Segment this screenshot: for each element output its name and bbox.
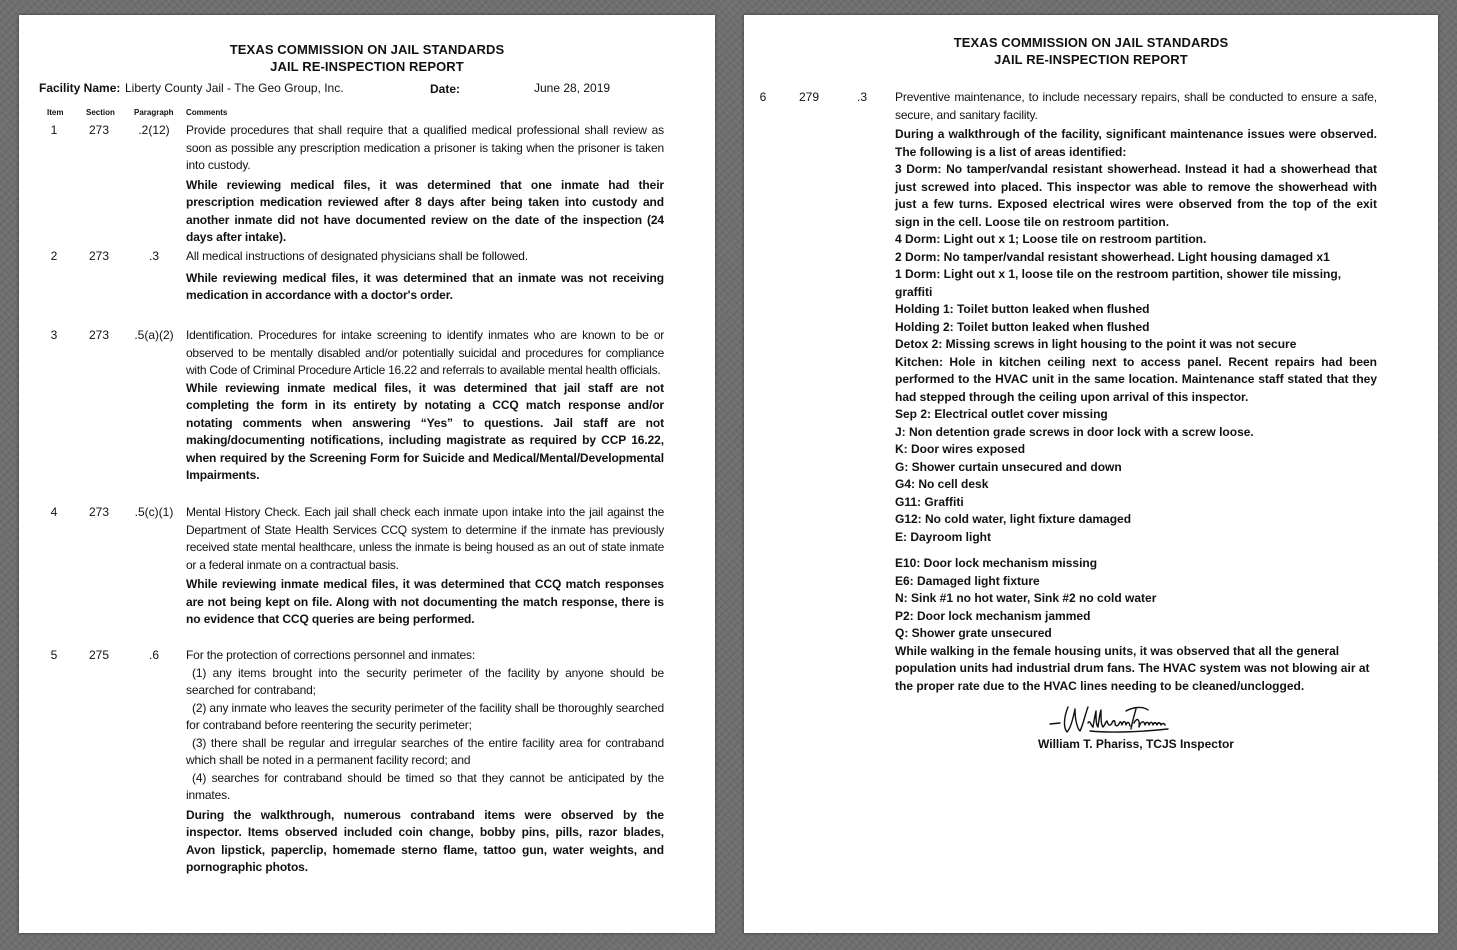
- column-header-comments: Comments: [186, 108, 228, 117]
- finding-text: During the walkthrough, numerous contraband items were observed by the inspector. Items observed included coin change, bobby pins, pills, razor blades, Avon lipstick, paperclip, homemade sterno flame, tattoo gun, water weights, and pornographic photos.: [186, 807, 664, 874]
- item-number: 6: [759, 90, 767, 104]
- facility-name-value: Liberty County Jail - The Geo Group, Inc.: [125, 81, 344, 95]
- item-section: 273: [88, 328, 110, 342]
- finding-text: While reviewing inmate medical files, it was determined that jail staff are not completing the form in its entirety by notating a CCQ match response and/or notating comments when answering “Yes” to questions. Jail staff are not making/documenting notifications, including magistrate as required by CCP 16.22, when required by the Screening Form for Suicide and Medical/Mental/Developmental Impairments.: [186, 380, 664, 482]
- column-header-item: Item: [47, 108, 64, 117]
- facility-name-label: Facility Name:: [39, 81, 121, 95]
- item-comments: [186, 248, 664, 305]
- area-item: Q: Shower grate unsecured: [895, 626, 1052, 640]
- area-item: G12: No cold water, light fixture damaged: [895, 512, 1132, 526]
- column-header-section: Section: [86, 108, 115, 117]
- report-page-2: [744, 15, 1438, 933]
- requirement-clause-3: (3) there shall be regular and irregular searches of the entire facility area for contraband which shall be noted in a permanent facility record; and: [186, 735, 664, 767]
- item-section: 275: [88, 648, 110, 662]
- area-item: E6: Damaged light fixture: [895, 573, 1040, 588]
- item-comments: [186, 327, 664, 485]
- item-comments: [186, 647, 664, 877]
- finding-text: While reviewing medical files, it was determined that one inmate had their prescription medication reviewed after 8 days after being taken into custody and another inmate did not have documented review on the date of the inspection (24 days after intake).: [186, 177, 664, 244]
- area-item: Detox 2: Missing screws in light housing to the point it was not secure: [895, 337, 1297, 351]
- requirement-text: Identification. Procedures for intake screening to identify inmates who are known to be or observed to be mentally disabled and/or potentially suicidal and procedures for compliance with Code of Criminal Procedure Article 16.22 and referrals to available mental health officials.: [186, 328, 664, 377]
- area-item: Sep 2: Electrical outlet cover missing: [895, 407, 1108, 421]
- item-paragraph: .5(c)(1): [134, 505, 174, 519]
- area-item: G4: No cell desk: [895, 477, 989, 491]
- area-item: Holding 2: Toilet button leaked when flushed: [895, 319, 1150, 334]
- inspector-name: William T. Phariss, TCJS Inspector: [1038, 737, 1234, 751]
- item-section: 273: [88, 249, 110, 263]
- requirement-clause-1: (1) any items brought into the security perimeter of the facility by anyone should be searched for contraband;: [186, 665, 664, 697]
- item-paragraph: .3: [856, 90, 867, 104]
- item-section: 273: [88, 123, 110, 137]
- area-item: 2 Dorm: No tamper/vandal resistant showerhead. Light housing damaged x1: [895, 249, 1330, 264]
- area-item: Kitchen: Hole in kitchen ceiling next to access panel. Recent repairs had been performed to the HVAC unit in the same location. Maintenance staff stated that they had stepped through the ceiling upon arrival of this inspector.: [895, 354, 1377, 404]
- finding-text: While reviewing inmate medical files, it was determined that CCQ match responses are not being kept on file. Along with not documenting the match response, there is no evidence that CCQ queries are being performed.: [186, 577, 664, 626]
- item-comments: [186, 504, 664, 629]
- report-title: TEXAS COMMISSION ON JAIL STANDARDS: [953, 35, 1229, 50]
- requirement-clause-4: (4) searches for contraband should be timed so that they cannot be anticipated by the inmates.: [186, 770, 664, 802]
- item-section: 273: [88, 505, 110, 519]
- requirement-clause-2: (2) any inmate who leaves the security perimeter of the facility shall be thoroughly searched for contraband before reentering the security perimeter;: [186, 700, 664, 732]
- item-paragraph: .2(12): [138, 123, 170, 137]
- report-title: TEXAS COMMISSION ON JAIL STANDARDS: [229, 42, 505, 57]
- item-number: 2: [50, 249, 58, 263]
- item-number: 4: [50, 505, 58, 519]
- area-item: E: Dayroom light: [895, 529, 992, 544]
- column-header-paragraph: Paragraph: [134, 108, 174, 117]
- item-comments: [895, 89, 1377, 695]
- item-number: 3: [50, 328, 58, 342]
- report-subtitle: JAIL RE-INSPECTION REPORT: [270, 59, 464, 74]
- report-page-1: [19, 15, 715, 933]
- area-item: J: Non detention grade screws in door lock with a screw loose.: [895, 424, 1254, 439]
- item-number: 5: [50, 648, 58, 662]
- item-paragraph: .3: [148, 249, 159, 263]
- area-item: 1 Dorm: Light out x 1, loose tile on the restroom partition, shower tile missing, graffiti: [895, 267, 1342, 299]
- item-section: 279: [798, 90, 820, 104]
- area-item: G: Shower curtain unsecured and down: [895, 459, 1122, 474]
- finding-intro: During a walkthrough of the facility, significant maintenance issues were observed. The following is a list of areas identified:: [895, 127, 1377, 159]
- closing-observation: While walking in the female housing units, it was observed that all the general population units had industrial drum fans. The HVAC system was not blowing air at the proper rate due to the HVAC lines needing to be cleaned/unclogged.: [895, 643, 1370, 693]
- area-item: Holding 1: Toilet button leaked when flushed: [895, 302, 1150, 316]
- item-paragraph: .5(a)(2): [134, 328, 174, 342]
- area-item: P2: Door lock mechanism jammed: [895, 608, 1091, 623]
- item-comments: [186, 122, 664, 247]
- inspector-signature: [1030, 701, 1180, 737]
- requirement-text: All medical instructions of designated physicians shall be followed.: [186, 249, 528, 263]
- area-item: K: Door wires exposed: [895, 442, 1026, 456]
- finding-list: [895, 126, 1377, 695]
- finding-text: While reviewing medical files, it was determined that an inmate was not receiving medication in accordance with a doctor's order.: [186, 270, 664, 302]
- area-item: 3 Dorm: No tamper/vandal resistant showerhead. Instead it had a showerhead that just screwed into placed. This inspector was able to remove the showerhead with just a few turns. Exposed electrical wires were observed from the top of the exit sign in the cell. Loose tile on restroom partition.: [895, 162, 1377, 229]
- area-item: E10: Door lock mechanism missing: [895, 556, 1098, 570]
- area-item: 4 Dorm: Light out x 1; Loose tile on restroom partition.: [895, 232, 1207, 246]
- requirement-text: Mental History Check. Each jail shall check each inmate upon intake into the jail against the Department of State Health Services CCQ system to determine if the inmate has previously received state mental healthcare, unless the inmate is being housed as an out of state inmate or a federal inmate on a contractual basis.: [186, 505, 664, 572]
- date-value: June 28, 2019: [534, 81, 611, 95]
- area-item: G11: Graffiti: [895, 494, 964, 509]
- item-number: 1: [50, 123, 58, 137]
- requirement-intro: For the protection of corrections personnel and inmates:: [186, 648, 476, 662]
- area-item: N: Sink #1 no hot water, Sink #2 no cold water: [895, 591, 1157, 605]
- item-paragraph: .6: [148, 648, 159, 662]
- requirement-text: Preventive maintenance, to include necessary repairs, shall be conducted to ensure a safe, secure, and sanitary facility.: [895, 90, 1377, 122]
- date-label: Date:: [430, 82, 461, 96]
- requirement-text: Provide procedures that shall require that a qualified medical professional shall review as soon as possible any prescription medication a prisoner is taking when the prisoner is taken into custody.: [186, 123, 664, 172]
- report-subtitle: JAIL RE-INSPECTION REPORT: [994, 52, 1188, 67]
